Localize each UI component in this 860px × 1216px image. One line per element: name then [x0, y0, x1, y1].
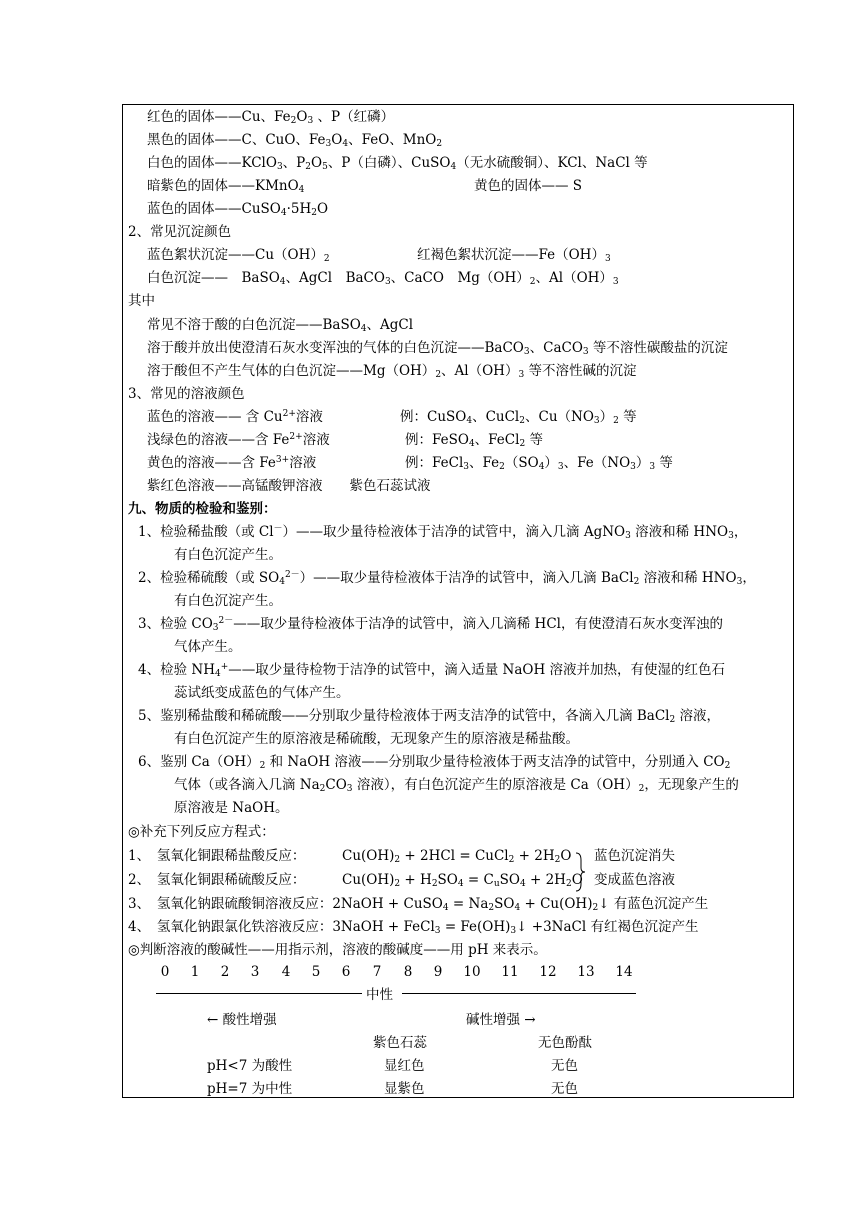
neutral-row-label: pH=7 为中性 — [207, 1081, 293, 1097]
test-item-4: 4、检验 $NH_4^+——$取少量待检物于洁净的试管中，滴入适量 NaOH 溶液并加热，有使湿的红色石 — [138, 662, 726, 679]
lightgreen-solution: 浅绿色的溶液——含 $Fe^{2+}$溶液 — [147, 432, 330, 448]
acidic-row-label: pH<7 为酸性 — [207, 1058, 293, 1074]
blue-solution: 蓝色的溶液—— 含 $Cu^{2+}$溶液 — [147, 409, 323, 425]
phenolphthalein-column-header: 无色酚酞 — [538, 1035, 592, 1051]
black-solids: 黑色的固体——C、CuO、$Fe_3O_4$、FeO、MnO$_2$ — [147, 132, 443, 149]
ph-tick-4: 4 — [281, 964, 291, 980]
blue-solids: 蓝色的固体$——CuSO_4\cdot 5H_2O$ — [147, 201, 329, 218]
test-item-2: 2、检验稀硫酸（或 $SO_4^{2-})——$取少量待检液体于洁净的试管中，滴入几滴 BaCl$_2$ 溶液和稀 $HNO_3$， — [138, 570, 756, 587]
darkpurple-solids: 暗紫色的固体——KMnO$_4$ — [147, 178, 305, 195]
ph-heading: ◎判断溶液的酸碱性——用指示剂，溶液的酸碱度——用 pH 来表示。 — [128, 942, 547, 958]
test-item-5: 5、鉴别稀盐酸和稀硫酸——分别取少量待检液体于两支洁净的试管中，各滴入几滴 BaCl$_2$ 溶液， — [138, 708, 721, 725]
ph-tick-9: 9 — [433, 964, 443, 980]
precipitates-heading: 2、常见沉淀颜色 — [128, 224, 232, 240]
test-item-1-cont: 有白色沉淀产生。 — [174, 547, 282, 563]
test-item-1: 1、检验稀盐酸（或 Cl－）——取少量待检液体于洁净的试管中，滴入几滴 AgNO$_3$ 溶液和稀 $HNO_3$， — [138, 524, 748, 541]
test-item-6-cont: 气体（或各滴入几滴 $Na_2CO_3$ 溶液），有白色沉淀产生的原溶液是 $Ca(OH)_2$，无现象产生的 — [174, 777, 739, 794]
reaction-3: 3、 氢氧化钠跟硫酸铜溶液反应：2NaOH + CuSO$_4$ = $Na_2SO_4$ + $Cu(OH)_2↓$ 有蓝色沉淀产生 — [128, 896, 709, 913]
acid-stronger-label: ← 酸性增强 — [207, 1012, 277, 1028]
ph-tick-2: 2 — [220, 964, 230, 980]
neutral-label: 中性 — [366, 987, 393, 1003]
purple-solution: 紫红色溶液——高锰酸钾溶液 紫色石蕊试液 — [147, 478, 431, 494]
test-item-4-cont: 蕊试纸变成蓝色的气体产生。 — [174, 685, 350, 701]
section-title: 九、物质的检验和鉴别： — [128, 501, 277, 517]
gas-release-precipitate: 溶于酸并放出使澄清石灰水变浑浊的气体的白色沉淀——BaCO$_3$、CaCO$_3$ 等不溶性碳酸盐的沉淀 — [147, 340, 728, 357]
white-precipitate: 白色沉淀—— BaSO$_4$、AgCl BaCO$_3$、CaCO $Mg(OH)_2$、$Al(OH)_3$ — [147, 270, 619, 287]
lightgreen-solution-example: 例：FeSO$_4$、FeCl$_2$ 等 — [405, 432, 543, 449]
brace-note-2: 变成蓝色溶液 — [594, 872, 675, 888]
neutral-phenol: 无色 — [551, 1081, 578, 1097]
red-solids: 红色的固体——Cu、$Fe_2O_3$ 、P（红磷） — [147, 109, 395, 126]
scale-line-left — [156, 993, 362, 994]
ph-tick-13: 13 — [577, 964, 595, 980]
ph-tick-8: 8 — [403, 964, 413, 980]
ph-tick-12: 12 — [539, 964, 557, 980]
blue-precipitate: 蓝色絮状沉淀$——Cu(OH)_2$ — [147, 247, 330, 264]
test-item-6: 6、鉴别 $Ca(OH)_2$ 和 NaOH 溶液——分别取少量待检液体于两支洁净的试管中，分别通入 $CO_2$ — [138, 754, 731, 771]
test-item-3: 3、检验 $CO_3^{2-}——$取少量待检液体于洁净的试管中，滴入几滴稀 HCl，有使澄清石灰水变浑浊的 — [138, 616, 723, 633]
test-item-5-cont: 有白色沉淀产生的原溶液是稀硫酸，无现象产生的原溶液是稀盐酸。 — [174, 731, 579, 747]
acid-insoluble-precipitate: 常见不溶于酸的白色沉淀——BaSO$_4$、AgCl — [147, 317, 414, 334]
acidic-phenol: 无色 — [551, 1058, 578, 1074]
test-item-2-cont: 有白色沉淀产生。 — [174, 593, 282, 609]
reaction-2-equation: $Cu(OH)_2 + H_2SO_4 = C_uSO_4 + 2H_2O$ — [342, 872, 583, 889]
yellow-solids: 黄色的固体—— S — [474, 178, 583, 194]
reaction-4: 4、 氢氧化钠跟氯化铁溶液反应：3NaOH + FeCl$_3$ = $Fe(OH)_3↓$ +3NaCl 有红褐色沉淀产生 — [128, 919, 699, 936]
ph-tick-0: 0 — [160, 964, 170, 980]
acidic-litmus: 显红色 — [384, 1058, 425, 1074]
blue-solution-example: 例：CuSO$_4$、CuCl$_2$、$Cu(NO_3)_2$ 等 — [400, 409, 637, 426]
reaction-1-equation: $Cu(OH)_2 + 2HCl$ = CuCl$_2$ + $2H_2O$ — [342, 848, 572, 865]
ph-tick-3: 3 — [250, 964, 260, 980]
ph-tick-11: 11 — [501, 964, 519, 980]
ph-tick-7: 7 — [372, 964, 382, 980]
reaction-1-label: 1、 氢氧化铜跟稀盐酸反应： — [128, 848, 306, 864]
reaction-2-label: 2、 氢氧化铜跟稀硫酸反应： — [128, 872, 306, 888]
ph-tick-10: 10 — [463, 964, 481, 980]
white-solids: 白色的固体——KClO$_3$、$P_2O_5$、P（白磷）、CuSO$_4$（无水硫酸铜）、KCl、NaCl 等 — [147, 155, 648, 172]
right-brace-icon — [575, 852, 585, 892]
base-stronger-label: 碱性增强 → — [466, 1012, 536, 1028]
litmus-column-header: 紫色石蕊 — [373, 1035, 427, 1051]
scale-line-right — [402, 993, 636, 994]
reactions-heading: ◎补充下列反应方程式： — [128, 824, 275, 840]
neutral-litmus: 显紫色 — [384, 1081, 425, 1097]
yellow-solution-example: 例：FeCl$_3$、$Fe_2(SO_4)_3$、$Fe(NO_3)_3$ 等 — [405, 455, 673, 472]
no-gas-precipitate: 溶于酸但不产生气体的白色沉淀$——Mg(OH)_2$、$Al(OH)_3$ 等不溶性碱的沉淀 — [147, 363, 637, 380]
ph-tick-1: 1 — [190, 964, 200, 980]
ph-tick-6: 6 — [341, 964, 351, 980]
solutions-heading: 3、常见的溶液颜色 — [128, 386, 245, 402]
ph-tick-5: 5 — [311, 964, 321, 980]
redbrown-precipitate: 红褐色絮状沉淀$——Fe(OH)_3$ — [417, 247, 611, 264]
test-item-6-cont2: 原溶液是 NaOH。 — [174, 800, 289, 816]
yellow-solution: 黄色的溶液——含 $Fe^{3+}$溶液 — [147, 455, 317, 471]
test-item-3-cont: 气体产生。 — [174, 639, 242, 655]
ph-tick-14: 14 — [615, 964, 633, 980]
brace-note-1: 蓝色沉淀消失 — [594, 848, 675, 864]
among-label: 其中 — [128, 293, 155, 309]
